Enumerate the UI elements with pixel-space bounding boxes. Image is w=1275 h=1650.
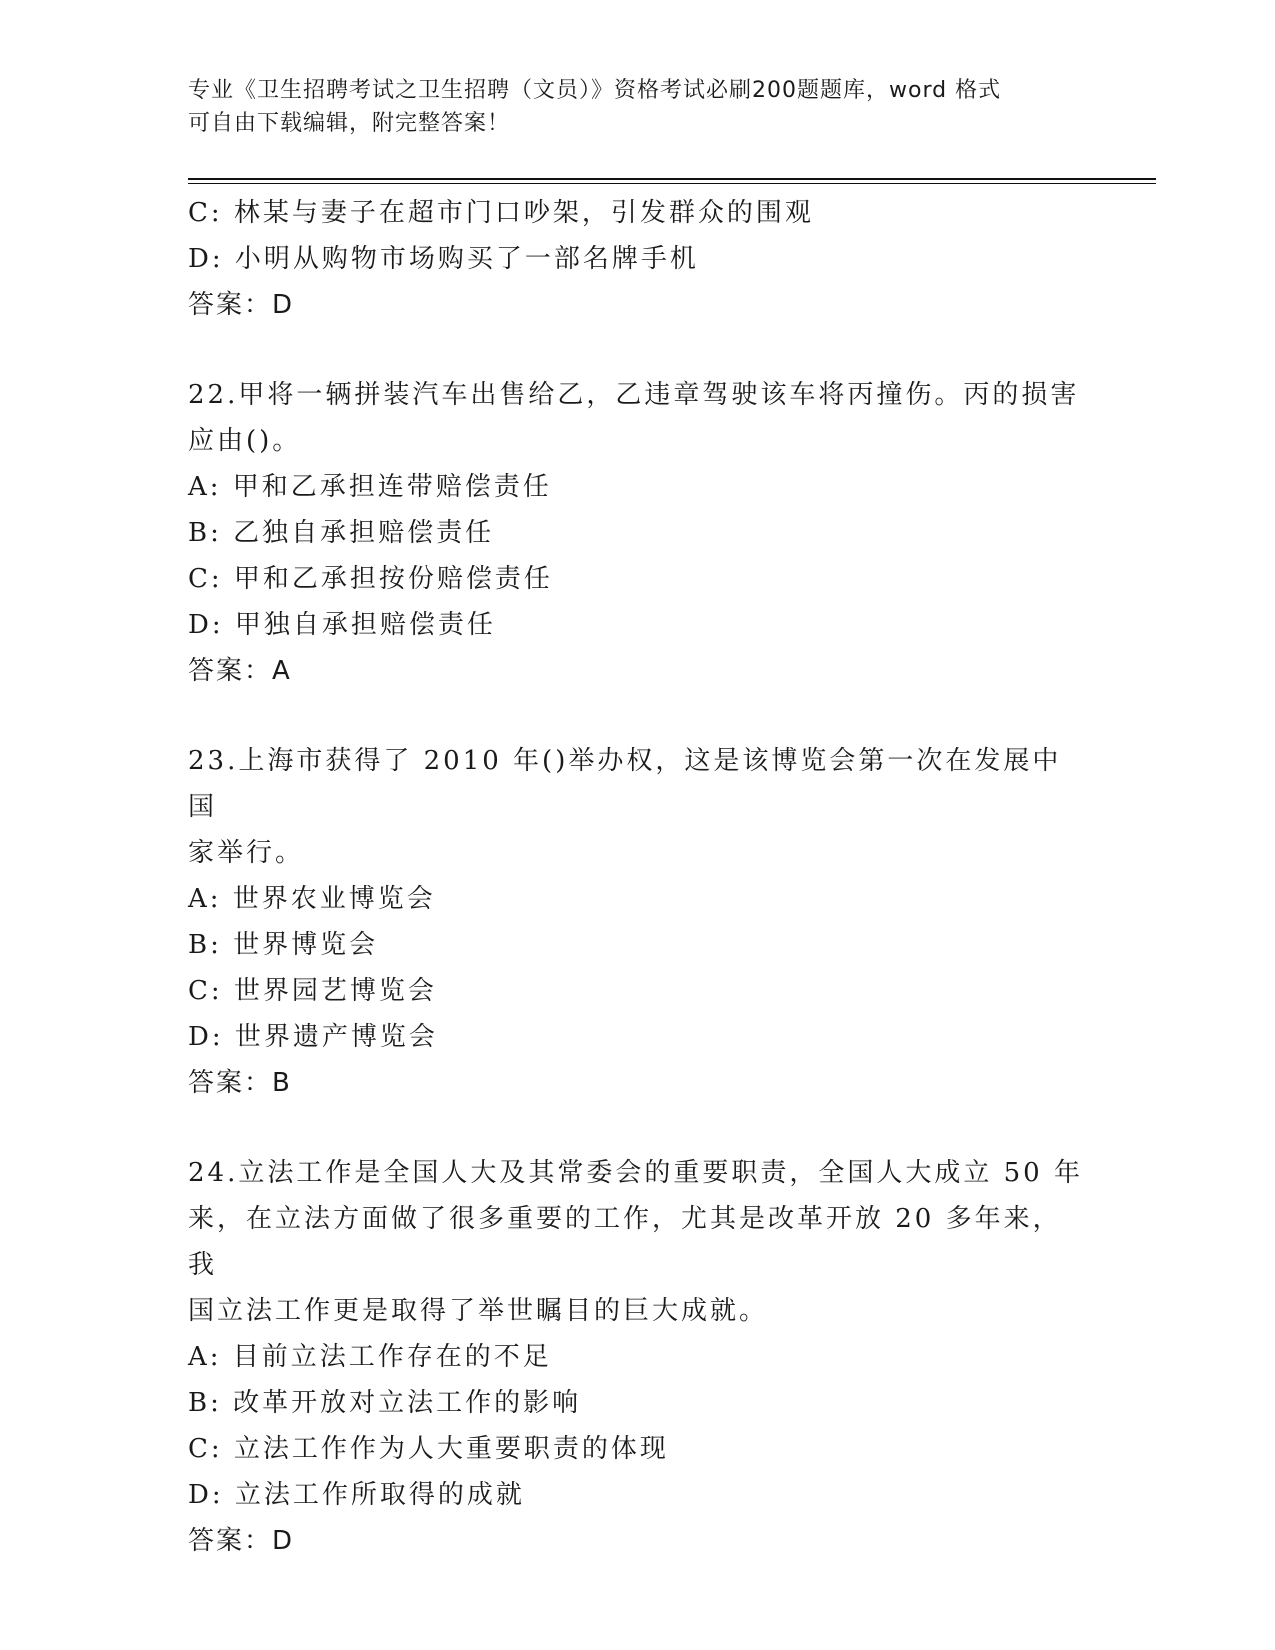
question-stem — [188, 372, 1088, 464]
option-c: C: 立法工作作为人大重要职责的体现 — [188, 1434, 669, 1464]
option-d: D: 甲独自承担赔偿责任 — [188, 610, 496, 640]
header-divider — [188, 178, 1156, 180]
question-23 — [188, 738, 1088, 1106]
option-a: A: 甲和乙承担连带赔偿责任 — [188, 472, 552, 502]
stem-line: 家举行。 — [188, 838, 305, 868]
option-a: A: 目前立法工作存在的不足 — [188, 1342, 552, 1372]
question-continuation — [188, 190, 1088, 328]
option-b: B: 世界博览会 — [188, 930, 379, 960]
option-d: D: 立法工作所取得的成就 — [188, 1480, 525, 1510]
option-d: D: 小明从购物市场购买了一部名牌手机 — [188, 244, 699, 274]
question-24 — [188, 1150, 1088, 1564]
header-line-2: 可自由下载编辑，附完整答案！ — [188, 111, 511, 136]
option-b: B: 乙独自承担赔偿责任 — [188, 518, 495, 548]
option-c: C: 世界园艺博览会 — [188, 976, 437, 1006]
question-stem — [188, 1150, 1088, 1334]
option-d: D: 世界遗产博览会 — [188, 1022, 438, 1052]
question-list — [188, 190, 1088, 1564]
header-line-1: 专业《卫生招聘考试之卫生招聘（文员）》资格考试必刷200题题库，word 格式 — [188, 78, 1002, 103]
stem-line: 应由()。 — [188, 426, 302, 456]
answer-line: 答案：D — [188, 290, 295, 320]
question-22 — [188, 372, 1088, 694]
question-stem — [188, 738, 1088, 876]
stem-line: 23.上海市获得了 2010 年()举办权，这是该博览会第一次在发展中国 — [188, 746, 1062, 822]
option-c: C: 甲和乙承担按份赔偿责任 — [188, 564, 553, 594]
stem-line: 国立法工作更是取得了举世瞩目的巨大成就。 — [188, 1296, 769, 1326]
stem-line: 24.立法工作是全国人大及其常委会的重要职责，全国人大成立 50 年 — [188, 1158, 1083, 1188]
stem-line: 来，在立法方面做了很多重要的工作，尤其是改革开放 20 多年来，我 — [188, 1204, 1062, 1280]
option-c: C: 林某与妻子在超市门口吵架，引发群众的围观 — [188, 198, 814, 228]
option-a: A: 世界农业博览会 — [188, 884, 436, 914]
answer-line: 答案：D — [188, 1526, 295, 1556]
option-b: B: 改革开放对立法工作的影响 — [188, 1388, 582, 1418]
document-header — [188, 74, 1088, 140]
header-divider-thin — [188, 183, 1156, 184]
answer-line: 答案：A — [188, 656, 292, 686]
answer-line: 答案：B — [188, 1068, 292, 1098]
stem-line: 22.甲将一辆拼装汽车出售给乙，乙违章驾驶该车将丙撞伤。丙的损害 — [188, 380, 1080, 410]
